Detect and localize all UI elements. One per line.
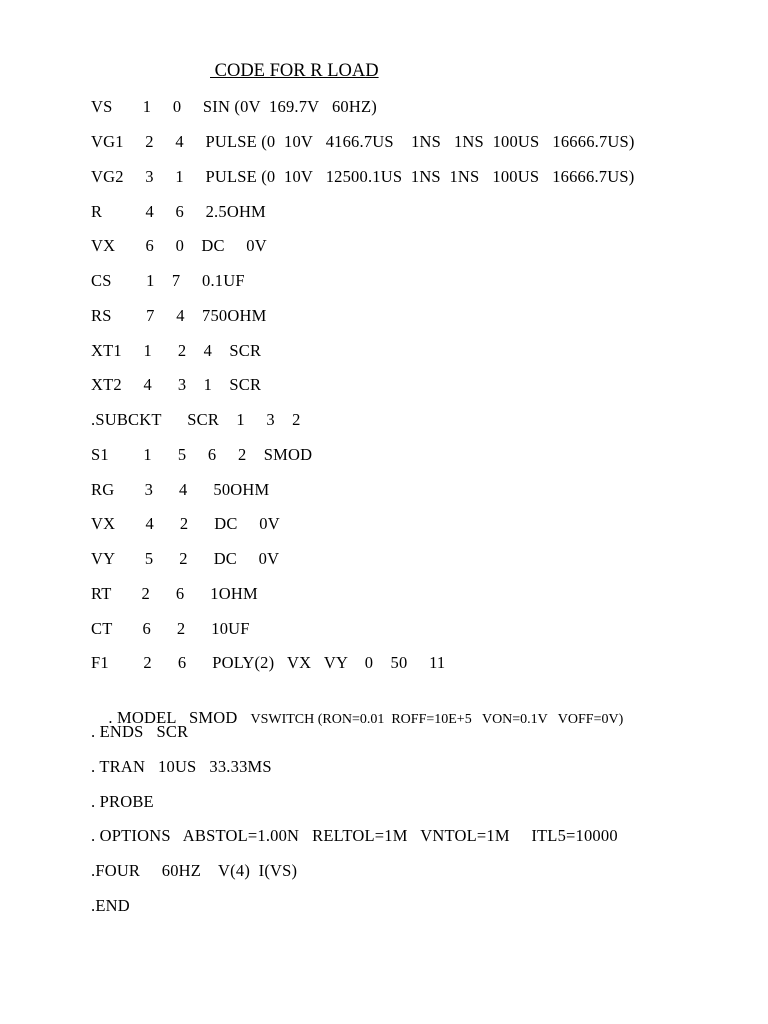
netlist-line: XT2 4 3 1 SCR — [91, 375, 262, 394]
netlist-line: F1 2 6 POLY(2) VX VY 0 50 11 — [91, 653, 446, 672]
netlist-line: S1 1 5 6 2 SMOD — [91, 445, 313, 464]
model-line-suffix: VSWITCH (RON=0.01 ROFF=10E+5 VON=0.1V VOFF=0V) — [250, 712, 624, 727]
netlist-line: VX 6 0 DC 0V — [91, 236, 267, 255]
netlist-line: .FOUR 60HZ V(4) I(VS) — [91, 861, 298, 880]
netlist-line: R 4 6 2.5OHM — [91, 202, 266, 221]
netlist-line: . TRAN 10US 33.33MS — [91, 757, 272, 776]
netlist-line: VG1 2 4 PULSE (0 10V 4166.7US 1NS 1NS 100US 16666.7US) — [91, 132, 635, 151]
netlist-line: VX 4 2 DC 0V — [91, 514, 280, 533]
document-title: CODE FOR R LOAD — [210, 61, 379, 81]
netlist-line: . ENDS SCR — [91, 722, 189, 741]
netlist-line: VY 5 2 DC 0V — [91, 549, 280, 568]
netlist-line: RG 3 4 50OHM — [91, 480, 270, 499]
netlist-line: VG2 3 1 PULSE (0 10V 12500.1US 1NS 1NS 100US 16666.7US) — [91, 167, 635, 186]
netlist-line: .END — [91, 896, 130, 915]
netlist-line: CS 1 7 0.1UF — [91, 271, 245, 290]
netlist-line: .SUBCKT SCR 1 3 2 — [91, 410, 301, 429]
netlist-line: XT1 1 2 4 SCR — [91, 341, 262, 360]
model-line-prefix: . MODEL SMOD — [108, 708, 251, 727]
netlist-line: CT 6 2 10UF — [91, 619, 250, 638]
netlist-line: . PROBE — [91, 792, 154, 811]
netlist-line: . OPTIONS ABSTOL=1.00N RELTOL=1M VNTOL=1M ITL5=10000 — [91, 826, 618, 845]
netlist-line: VS 1 0 SIN (0V 169.7V 60HZ) — [91, 97, 377, 116]
netlist-line: RT 2 6 1OHM — [91, 584, 258, 603]
netlist-line: RS 7 4 750OHM — [91, 306, 267, 325]
